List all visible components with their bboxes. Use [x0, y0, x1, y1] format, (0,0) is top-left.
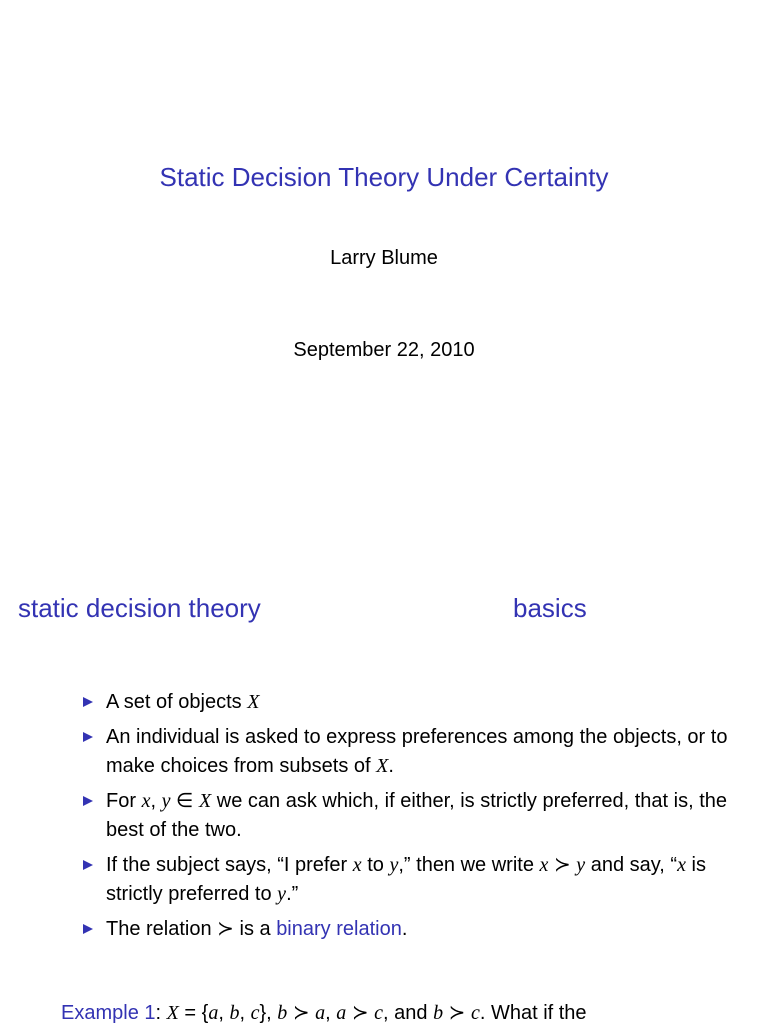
bullet-text: we can ask which, if either, is strictly preferred, that is, the best of the two.: [106, 790, 727, 841]
presentation-title: Static Decision Theory Under Certainty: [159, 162, 609, 192]
math-symbol: c: [470, 1002, 480, 1024]
math-symbol: y: [576, 854, 586, 876]
math-symbol: x: [677, 854, 686, 876]
math-symbol: c: [374, 1002, 384, 1024]
binary-relation-link[interactable]: binary relation: [276, 918, 402, 940]
example-text: ,: [218, 1002, 230, 1024]
bullet-text: ,: [150, 790, 162, 812]
bullet-text: ,” then we write: [398, 854, 540, 876]
bullet-text: and say, “: [585, 854, 678, 876]
math-symbol: x: [141, 790, 151, 812]
bullet-triangle-icon: [83, 860, 93, 870]
example-label: Example 1: [61, 1002, 156, 1024]
math-symbol: c: [250, 1002, 260, 1024]
example-text: ,: [325, 1002, 337, 1024]
math-symbol: a: [315, 1002, 326, 1024]
math-operator: ≻: [346, 1002, 375, 1024]
math-symbol: X: [247, 691, 260, 713]
math-symbol: x: [352, 854, 362, 876]
bullet-triangle-icon: [83, 796, 93, 806]
example-block: [61, 1000, 587, 1025]
example-text: ,: [239, 1002, 251, 1024]
bullet-text: A set of objects: [106, 691, 248, 713]
bullet-list: [80, 688, 730, 950]
example-text: , and: [383, 1002, 434, 1024]
math-symbol: y: [389, 854, 399, 876]
math-operator: ∈: [170, 790, 200, 812]
math-symbol: a: [336, 1002, 347, 1024]
list-item: [80, 851, 730, 909]
bullet-text: to: [361, 854, 390, 876]
list-item: [80, 688, 730, 717]
bullet-text: The relation: [106, 918, 218, 940]
bullet-text: .: [388, 755, 394, 777]
math-symbol: b: [433, 1002, 444, 1024]
math-operator: ≻: [287, 1002, 316, 1024]
list-item: [80, 723, 730, 781]
math-symbol: x: [539, 854, 549, 876]
bullet-triangle-icon: [83, 924, 93, 934]
example-text: :: [155, 1002, 167, 1024]
math-operator: ≻: [548, 854, 577, 876]
math-symbol: a: [208, 1002, 219, 1024]
math-symbol: y: [277, 883, 287, 905]
math-symbol: X: [199, 790, 212, 812]
math-symbol: X: [376, 755, 389, 777]
bullet-triangle-icon: [83, 732, 93, 742]
bullet-text: is a: [233, 918, 277, 940]
presentation-date: September 22, 2010: [293, 339, 475, 361]
list-item: [80, 915, 730, 944]
math-operator: ≻: [443, 1002, 471, 1024]
math-operator: ≻: [217, 918, 234, 940]
bullet-text: For: [106, 790, 142, 812]
list-item: [80, 787, 730, 845]
math-symbol: b: [277, 1002, 288, 1024]
math-symbol: y: [161, 790, 171, 812]
math-operator: = {: [178, 1002, 209, 1024]
example-text: },: [259, 1002, 278, 1024]
math-symbol: X: [166, 1002, 179, 1024]
bullet-text: .: [401, 918, 408, 940]
bullet-text: An individual is asked to express preferences among the objects, or to make choices from subsets of: [106, 726, 728, 777]
example-text: . What if the: [479, 1002, 587, 1024]
bullet-text: .”: [286, 883, 299, 905]
math-symbol: b: [229, 1002, 240, 1024]
author-name: Larry Blume: [330, 247, 438, 269]
slide-title: static decision theory: [18, 593, 261, 623]
bullet-text: If the subject says, “I prefer: [106, 854, 353, 876]
bullet-text: is strictly preferred to: [106, 854, 706, 905]
slide-subtitle: basics: [513, 593, 587, 623]
bullet-triangle-icon: [83, 697, 93, 707]
